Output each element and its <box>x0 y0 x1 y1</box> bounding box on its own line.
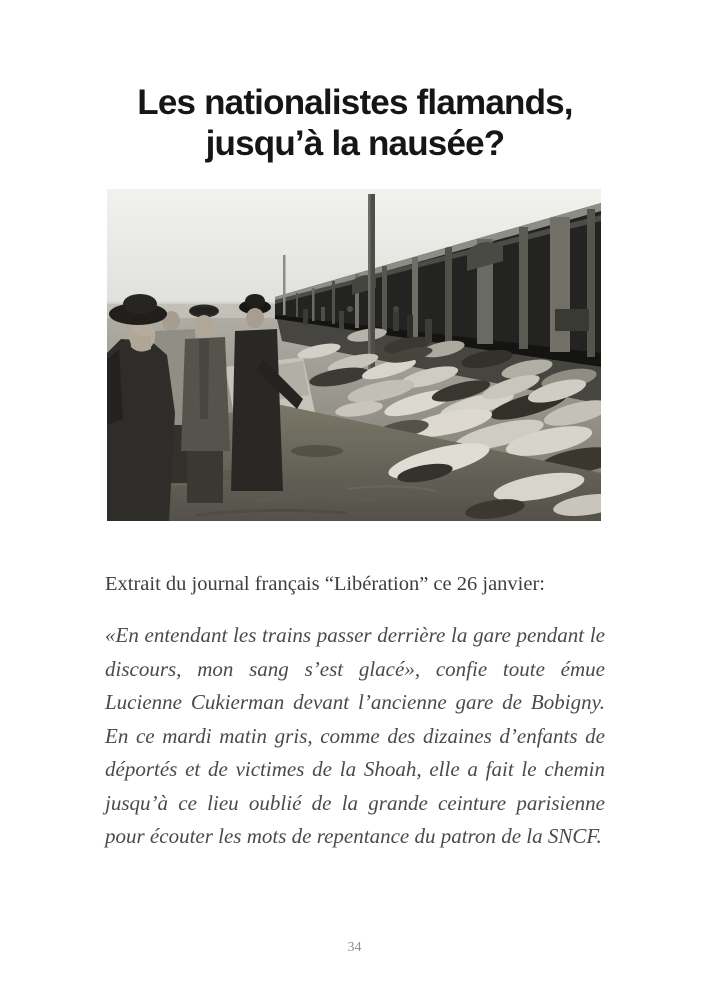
page-number: 34 <box>347 940 362 955</box>
intro-line: Extrait du journal français “Libération” ce 26 janvier: <box>105 573 545 595</box>
historical-photo <box>107 189 601 521</box>
page-title-line-2: jusqu’à la nausée? <box>205 124 505 163</box>
page-title-line-1: Les nationalistes flamands, <box>137 83 573 122</box>
quote-paragraph: «En entendant les trains passer derrière la gare pendant le discours, mon sang s’est glacé», confie toute émue Lucienne Cukierman devant l’ancienne gare de Bobigny. En ce mardi matin gris, comme des dizaines d’enfants de déportés et de victimes de la Shoah, elle a fait le chemin jusqu’à ce lieu oublié de la grande ceinture parisienne pour écouter les mots de repentance du patron de la SNCF. <box>105 623 605 848</box>
deportation-train-photo-illustration <box>107 189 601 521</box>
page-content <box>105 0 605 854</box>
page-title <box>105 82 605 164</box>
